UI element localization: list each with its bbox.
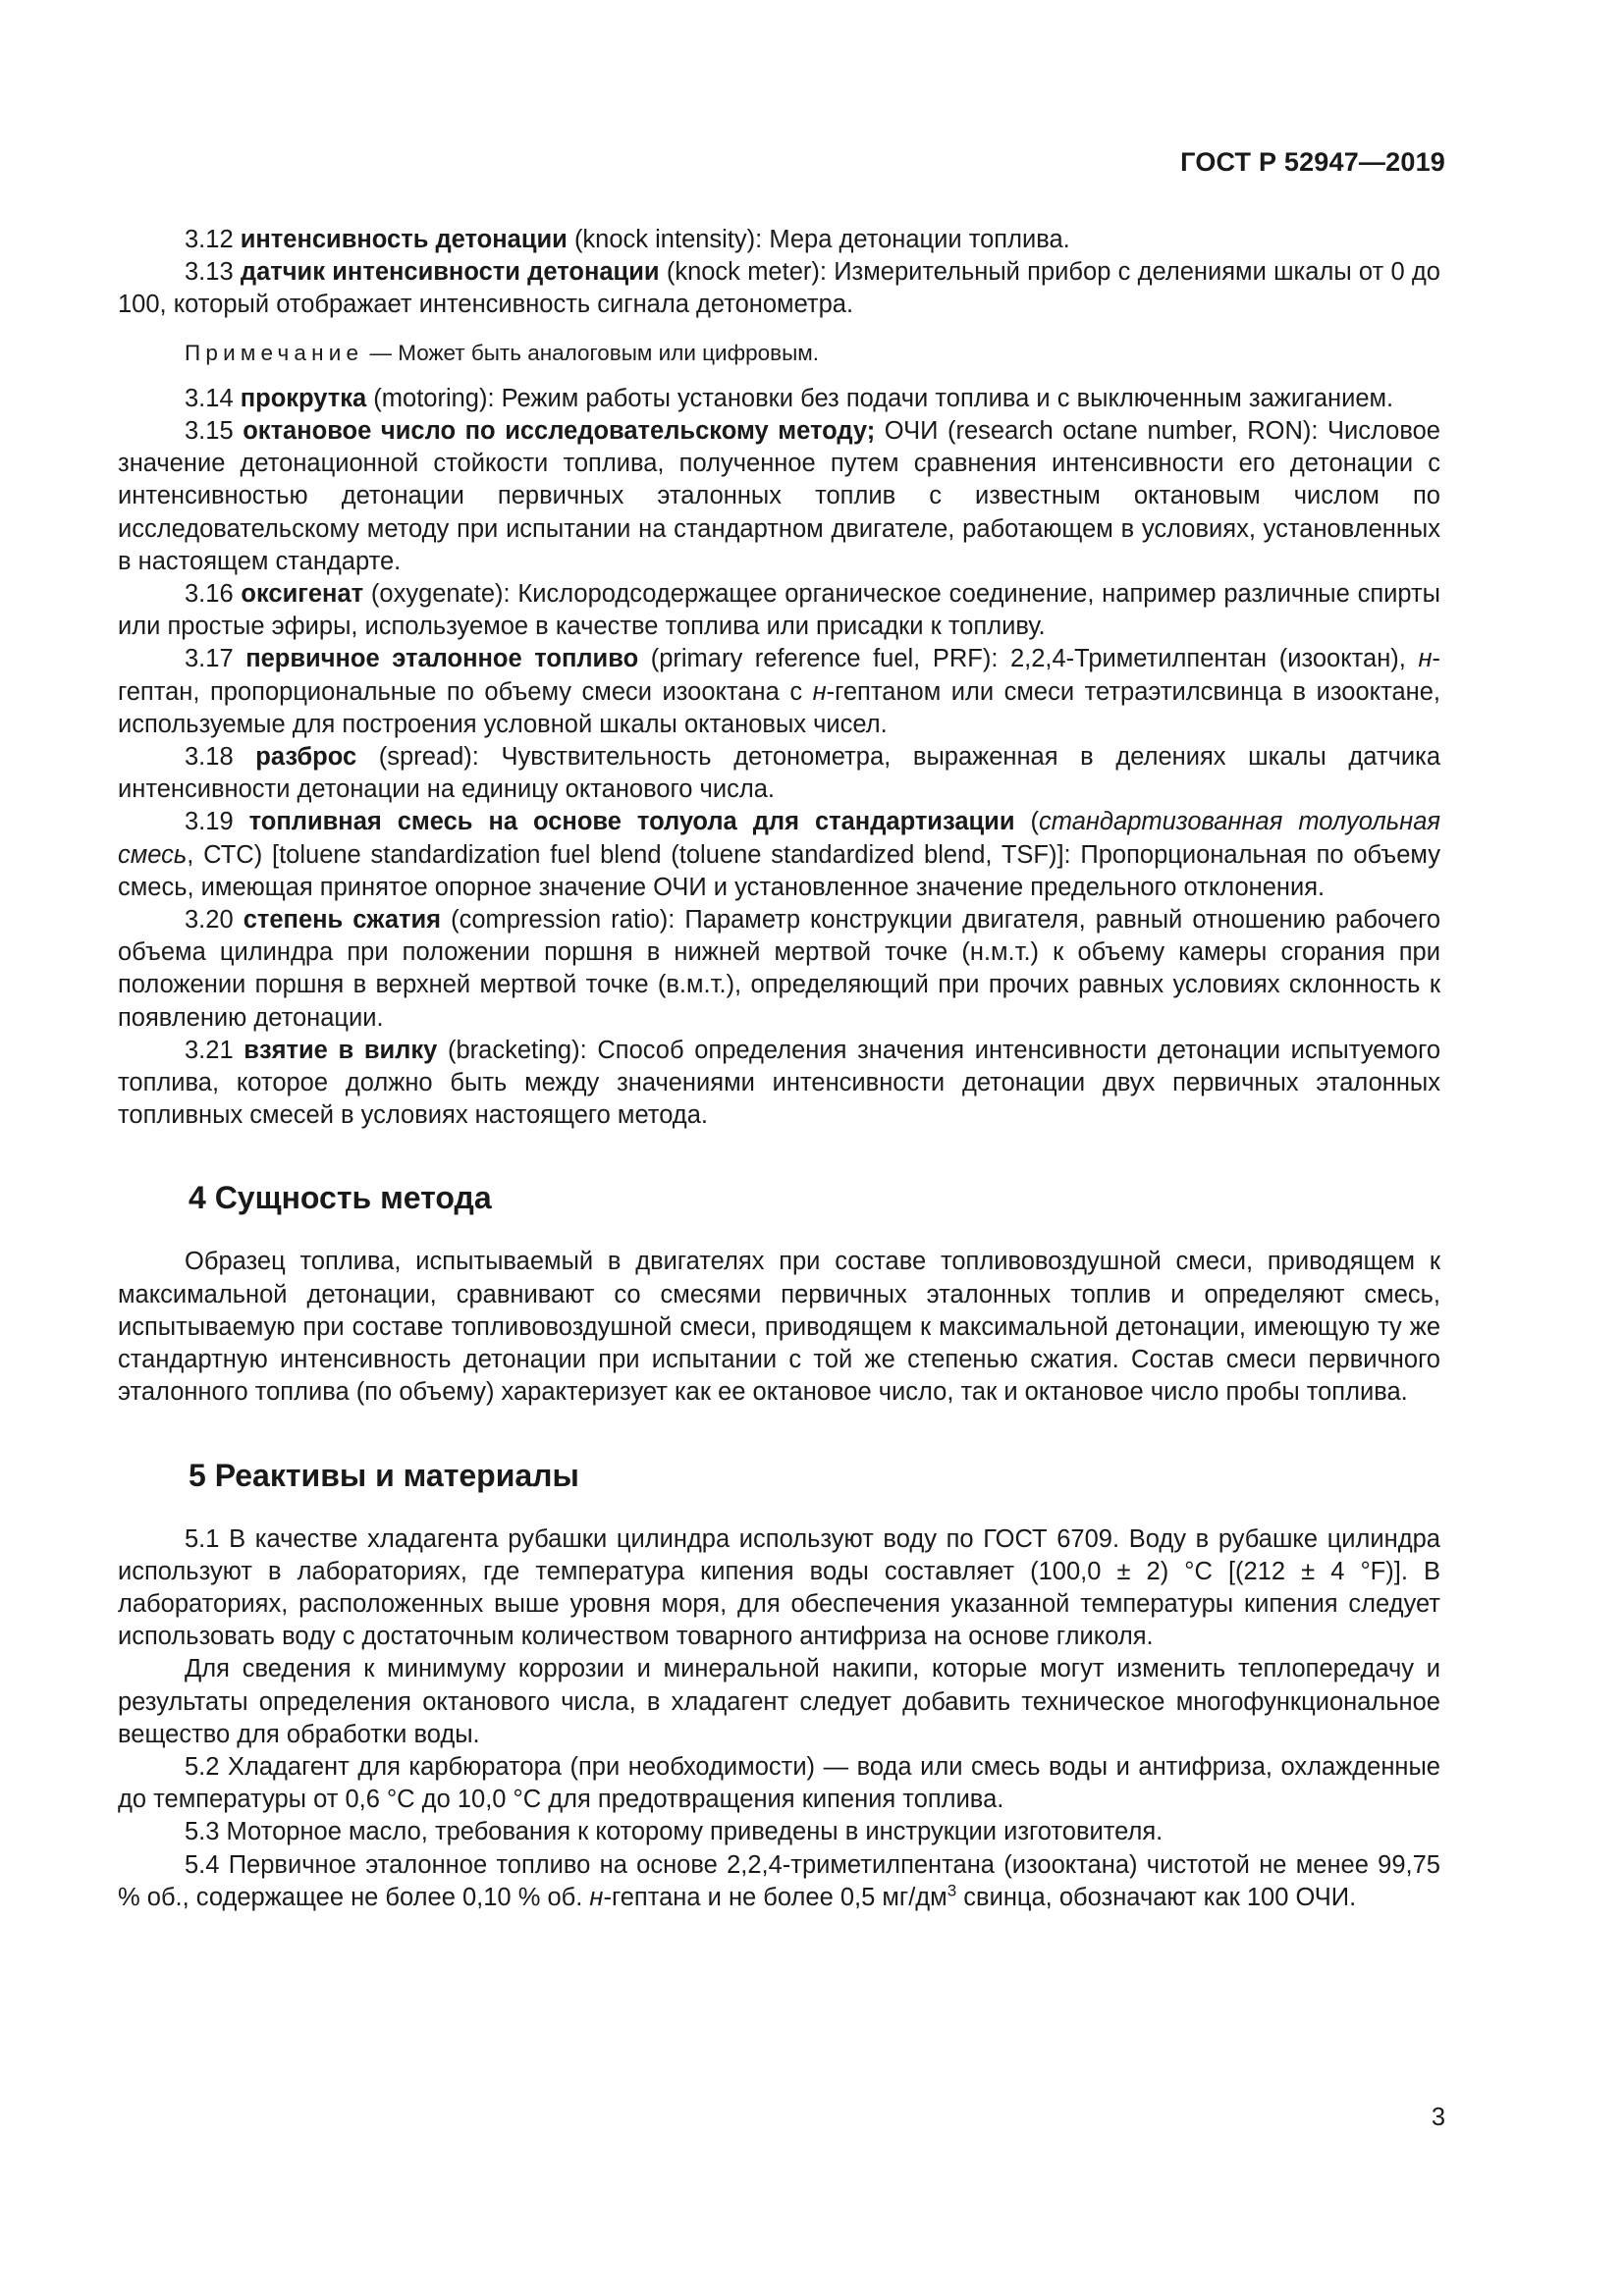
definition-text: (motoring): Режим работы установки без подачи топлива и с выключенным зажиганием. — [366, 384, 1394, 412]
document-body — [118, 224, 1440, 1914]
definition-3-13 — [118, 256, 1440, 321]
term: первичное эталонное топливо — [245, 645, 639, 673]
definition-text: , СТС) [toluene standardization fuel blend (toluene standardized blend, TSF)]: Пропорциональная по объему смесь, имеющая принятое опорное значение ОЧИ и установленное значение предельного отклонения. — [118, 840, 1440, 901]
italic-letter: н — [812, 677, 827, 706]
clause-number: 3.21 — [185, 1036, 244, 1064]
definition-text: (knock meter): Измерительный прибор с делениями шкалы от 0 до 100, который отображает интенсивность сигнала детонометра. — [118, 258, 1440, 319]
italic-letter: н — [589, 1883, 604, 1911]
clause-number: 3.12 — [185, 226, 241, 253]
note — [118, 337, 1440, 369]
clause-number: 3.18 — [185, 743, 256, 772]
definition-3-19 — [118, 806, 1440, 904]
section-4-heading: 4 Сущность метода — [189, 1180, 492, 1216]
clause-text: -гептана и не более 0,5 мг/дм — [603, 1883, 947, 1911]
clause-5-4 — [118, 1849, 1440, 1914]
term: разброс — [255, 743, 357, 772]
note-label: Примечание — [185, 340, 364, 365]
definition-3-12 — [118, 224, 1440, 256]
term: интенсивность детонации — [240, 226, 568, 253]
definition-text: -гептаном или смеси тетраэтилсвинца в изооктане, используемые для построения условной шкалы октановых чисел. — [118, 677, 1440, 738]
clause-number: 3.14 — [185, 384, 241, 412]
definition-text: (spread): Чувствительность детонометра, выраженная в делениях шкалы датчика интенсивности детонации на единицу октанового числа. — [118, 743, 1440, 804]
term: оксигенат — [241, 580, 364, 609]
clause-number: 3.20 — [185, 906, 244, 934]
superscript: 3 — [947, 1881, 957, 1900]
clause-5-1: 5.1 В качестве хладагента рубашки цилиндра используют воду по ГОСТ 6709. Воду в рубашке цилиндра используют в лабораториях, где температура кипения воды составляет (100,0 ± 2) °С [(212 ± 4 °F)]. В лабораториях, расположенных выше уровня моря, для обеспечения указанной температуры кипения следует использовать воду с достаточным количеством товарного антифриза на основе гликоля. — [118, 1524, 1440, 1651]
definition-3-21 — [118, 1035, 1440, 1133]
definition-text: (knock intensity): Мера детонации топлива. — [567, 226, 1070, 253]
clause-number: 3.16 — [185, 580, 242, 609]
definition-3-14 — [118, 383, 1440, 415]
definition-text: (primary reference fuel, PRF): 2,2,4-Триметилпентан (изооктан), — [638, 645, 1419, 673]
clause-5-3: 5.3 Моторное масло, требования к которому приведены в инструкции изготовителя. — [185, 1818, 1164, 1846]
definition-3-20 — [118, 904, 1440, 1035]
definition-text: -гептан, пропорциональные по объему смеси изооктана с — [118, 645, 1440, 706]
term: датчик интенсивности детонации — [240, 258, 660, 287]
definition-3-18 — [118, 741, 1440, 806]
term: октановое число по исследовательскому методу; — [243, 417, 876, 446]
definition-text: (oxygenate): Кислородсодержащее органическое соединение, например различные спирты или простые эфиры, используемое в качестве топлива или присадки к топливу. — [118, 580, 1440, 641]
term: степень сжатия — [243, 906, 442, 934]
definition-3-17 — [118, 643, 1440, 741]
term: взятие в вилку — [244, 1036, 438, 1064]
note-text: — Может быть аналоговым или цифровым. — [363, 340, 819, 365]
clause-5-2: 5.2 Хладагент для карбюратора (при необходимости) — вода или смесь воды и антифриза, охлажденные до температуры от 0,6 °С до 10,0 °С для предотвращения кипения топлива. — [118, 1752, 1440, 1814]
clause-number: 3.13 — [185, 258, 241, 287]
term: прокрутка — [240, 384, 367, 412]
definition-text: ОЧИ (research octane number, RON): Числовое значение детонационной стойкости топлива, полученное путем сравнения интенсивности его детонации с интенсивностью детонации первичных эталонных топлив с известным октановым числом по исследовательскому методу при испытании на стандартном двигателе, работающем в условиях, установленных в настоящем стандарте. — [118, 417, 1440, 575]
definition-3-16 — [118, 578, 1440, 643]
document-id-header: ГОСТ Р 52947—2019 — [1180, 147, 1445, 177]
italic-synonym: стандартизованная толуольная смесь — [118, 808, 1440, 869]
italic-letter: н — [1418, 645, 1433, 673]
definition-text: (bracketing): Способ определения значения интенсивности детонации испытуемого топлива, которое должно быть между значениями интенсивности детонации двух первичных эталонных топливных смесей в условиях настоящего метода. — [118, 1036, 1440, 1130]
clause-number: 3.17 — [185, 645, 246, 673]
section-4-paragraph: Образец топлива, испытываемый в двигателях при составе топливовоздушной смеси, приводящем к максимальной детонации, сравнивают со смесями первичных эталонных топлив и определяют смесь, испытываемую при составе топливовоздушной смеси, приводящем к максимальной детонации, имеющую ту же стандартную интенсивность детонации при испытании с той же степенью сжатия. Состав смеси первичного эталонного топлива (по объему) характеризует как ее октановое число, так и октановое число пробы топлива. — [118, 1248, 1440, 1407]
term: топливная смесь на основе толуола для стандартизации — [248, 808, 1015, 836]
page-number: 3 — [1431, 2104, 1445, 2131]
clause-text: 5.4 Первичное эталонное топливо на основе 2,2,4-триметилпентана (изооктана) чистотой не менее 99,75 % об., содержащее не более 0,10 % об. — [118, 1850, 1440, 1911]
clause-number: 3.15 — [185, 417, 244, 446]
section-5-heading: 5 Реактивы и материалы — [189, 1457, 579, 1493]
clause-number: 3.19 — [185, 808, 249, 836]
definition-text: ( — [1014, 808, 1039, 836]
clause-5-1-continuation: Для сведения к минимуму коррозии и минеральной накипи, которые могут изменить теплопередачу и результаты определения октанового числа, в хладагент следует добавить техническое многофункциональное вещество для обработки воды. — [118, 1655, 1440, 1748]
clause-text: свинца, обозначают как 100 ОЧИ. — [956, 1883, 1357, 1911]
definition-text: (compression ratio): Параметр конструкции двигателя, равный отношению рабочего объема цилиндра при положении поршня в нижней мертвой точке (н.м.т.) к объему камеры сгорания при положении поршня в верхней мертвой точке (в.м.т.), определяющий при прочих равных условиях склонность к появлению детонации. — [118, 906, 1440, 1032]
definition-3-15 — [118, 415, 1440, 578]
